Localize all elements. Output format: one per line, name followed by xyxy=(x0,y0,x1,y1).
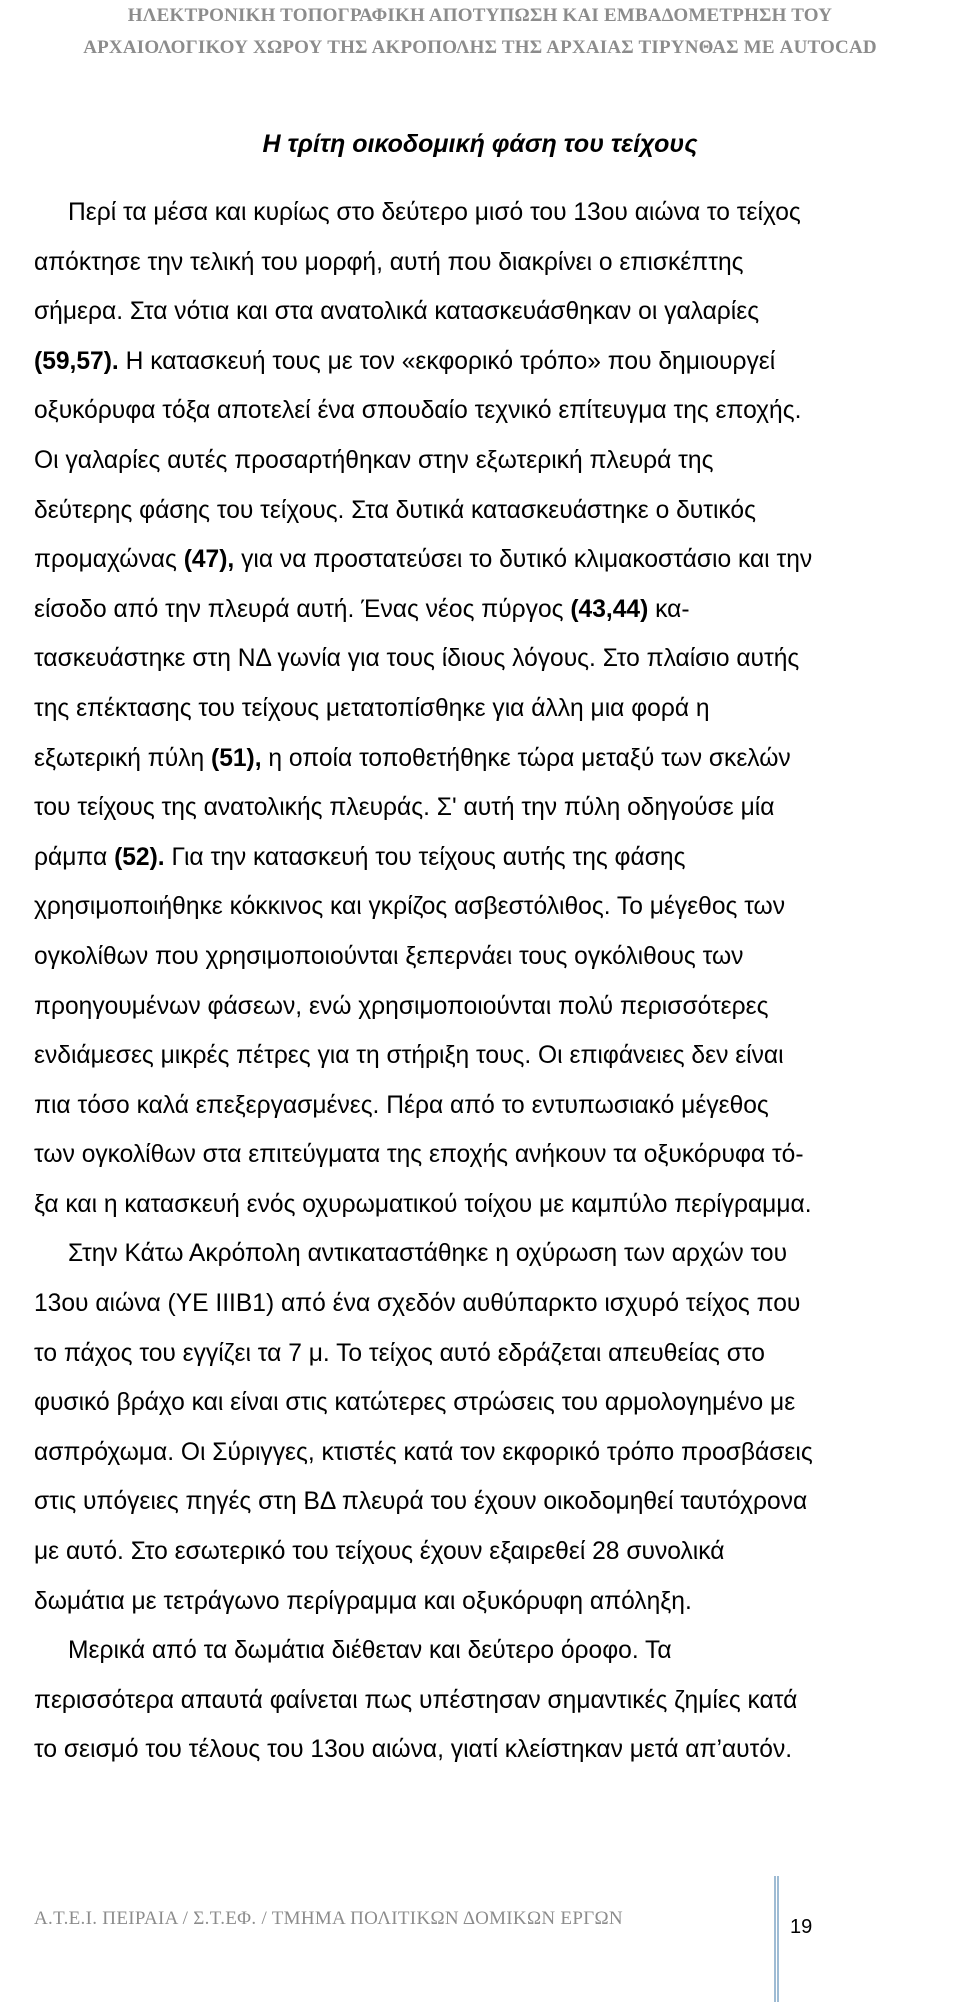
running-header xyxy=(0,0,960,64)
text-run: Για την κατασκευή του τείχους αυτής της φάσης xyxy=(164,843,686,871)
text-line: δεύτερης φάσης του τείχους. Στα δυτικά κατασκευάστηκε ο δυτικός xyxy=(34,496,756,524)
text-line: τασκευάστηκε στη ΝΔ γωνία για τους ίδιους λόγους. Στο πλαίσιο αυτής xyxy=(34,645,800,673)
body-text xyxy=(34,188,960,1775)
section-heading: Η τρίτη οικοδομική φάση του τείχους xyxy=(262,130,698,158)
text-line: φυσικό βράχο και είναι στις κατώτερες στρώσεις του αρμολογημένο με xyxy=(34,1389,796,1417)
text-run: ράμπα xyxy=(34,843,115,871)
text-line xyxy=(34,337,960,387)
text-line: Στην Κάτω Ακρόπολη αντικαταστάθηκε η οχύρωση των αρχών του xyxy=(68,1240,788,1268)
running-header-line-2: ΑΡΧΑΙΟΛΟΓΙΚΟΥ ΧΩΡΟΥ ΤΗΣ ΑΚΡΟΠΟΛΗΣ ΤΗΣ ΑΡΧΑΙΑΣ ΤΙΡΥΝΘΑΣ ΜΕ AUTOCAD xyxy=(83,37,877,58)
text-line: ξα και η κατασκευή ενός οχυρωματικού τοίχου με καμπύλο περίγραμμα. xyxy=(34,1190,812,1218)
text-run: η οποία τοποθετήθηκε τώρα μεταξύ των σκελών xyxy=(261,744,791,772)
text-run: εξωτερική πύλη xyxy=(34,744,211,772)
text-line xyxy=(34,535,960,585)
text-line: περισσότερα απαυτά φαίνεται πως υπέστησαν σημαντικές ζημίες κατά xyxy=(34,1686,798,1714)
text-line: Οι γαλαρίες αυτές προσαρτήθηκαν στην εξωτερική πλευρά της xyxy=(34,446,714,474)
text-line: σήμερα. Στα νότια και στα ανατολικά κατασκευάσθηκαν οι γαλαρίες xyxy=(34,298,760,326)
figure-reference: (47), xyxy=(183,546,235,574)
text-line: του τείχους της ανατολικής πλευράς. Σ' αυτή την πύλη οδηγούσε μία xyxy=(34,794,775,822)
text-line: δωμάτια με τετράγωνο περίγραμμα και οξυκόρυφη απόληξη. xyxy=(34,1587,692,1615)
figure-reference: (43,44) xyxy=(570,595,649,623)
text-line xyxy=(34,585,960,635)
text-run: προμαχώνας xyxy=(34,546,184,574)
text-line: οξυκόρυφα τόξα αποτελεί ένα σπουδαίο τεχνικό επίτευγμα της εποχής. xyxy=(34,397,802,425)
text-line: ογκολίθων που χρησιμοποιούνται ξεπερνάει τους ογκόλιθους των xyxy=(34,942,744,970)
text-line: ασπρόχωμα. Οι Σύριγγες, κτιστές κατά τον εκφορικό τρόπο προσβάσεις xyxy=(34,1438,813,1466)
text-line: προηγουμένων φάσεων, ενώ χρησιμοποιούνται πολύ περισσότερες xyxy=(34,992,769,1020)
figure-reference: (52). xyxy=(114,843,165,871)
text-line: ενδιάμεσες μικρές πέτρες για τη στήριξη τους. Οι επιφάνειες δεν είναι xyxy=(34,1042,784,1070)
figure-reference: (59,57). xyxy=(34,347,119,375)
text-line: 13ου αιώνα (ΥΕ ΙΙΙΒ1) από ένα σχεδόν αυθύπαρκτο ισχυρό τείχος που xyxy=(34,1290,801,1318)
footer-divider xyxy=(774,1876,779,2002)
text-run: κα- xyxy=(648,595,690,623)
text-line: απόκτησε την τελική του μορφή, αυτή που διακρίνει ο επισκέπτης xyxy=(34,248,744,276)
text-line: το σεισμό του τέλους του 13ου αιώνα, γιατί κλείστηκαν μετά απ’αυτόν. xyxy=(34,1736,793,1764)
text-line: Περί τα μέσα και κυρίως στο δεύτερο μισό του 13ου αιώνα το τείχος xyxy=(68,199,801,226)
text-line xyxy=(34,734,960,784)
footer-institution: Α.Τ.Ε.Ι. ΠΕΙΡΑΙΑ / Σ.Τ.ΕΦ. / ΤΜΗΜΑ ΠΟΛΙΤΙΚΩΝ ΔΟΜΙΚΩΝ ΕΡΓΩΝ xyxy=(34,1908,623,1929)
text-line: χρησιμοποιήθηκε κόκκινος και γκρίζος ασβεστόλιθος. Το μέγεθος των xyxy=(34,893,786,921)
text-line: πια τόσο καλά επεξεργασμένες. Πέρα από το εντυπωσιακό μέγεθος xyxy=(34,1091,769,1119)
text-line: Μερικά από τα δωμάτια διέθεταν και δεύτερο όροφο. Τα xyxy=(68,1637,672,1665)
text-line xyxy=(34,833,960,883)
text-line: των ογκολίθων στα επιτεύγματα της εποχής ανήκουν τα οξυκόρυφα τό- xyxy=(34,1141,804,1169)
text-run: είσοδο από την πλευρά αυτή. Ένας νέος πύργος xyxy=(34,595,571,623)
running-header-line-1: ΗΛΕΚΤΡΟΝΙΚΗ ΤΟΠΟΓΡΑΦΙΚΗ ΑΠΟΤΥΠΩΣΗ ΚΑΙ ΕΜΒΑΔΟΜΕΤΡΗΣΗ ΤΟΥ xyxy=(127,5,833,26)
text-run: για να προστατεύσει το δυτικό κλιμακοστάσιο και την xyxy=(234,546,813,574)
text-run: Η κατασκευή τους με τον «εκφορικό τρόπο» που δημιουργεί xyxy=(118,347,776,375)
text-line: της επέκτασης του τείχους μετατοπίσθηκε για άλλη μια φορά η xyxy=(34,694,710,722)
figure-reference: (51), xyxy=(211,744,262,772)
page-number: 19 xyxy=(790,1916,813,1938)
text-line: το πάχος του εγγίζει τα 7 μ. Το τείχος αυτό εδράζεται απευθείας στο xyxy=(34,1339,765,1367)
text-line: με αυτό. Στο εσωτερικό του τείχους έχουν εξαιρεθεί 28 συνολικά xyxy=(34,1538,725,1566)
text-line: στις υπόγειες πηγές στη ΒΔ πλευρά του έχουν οικοδομηθεί ταυτόχρονα xyxy=(34,1488,808,1516)
